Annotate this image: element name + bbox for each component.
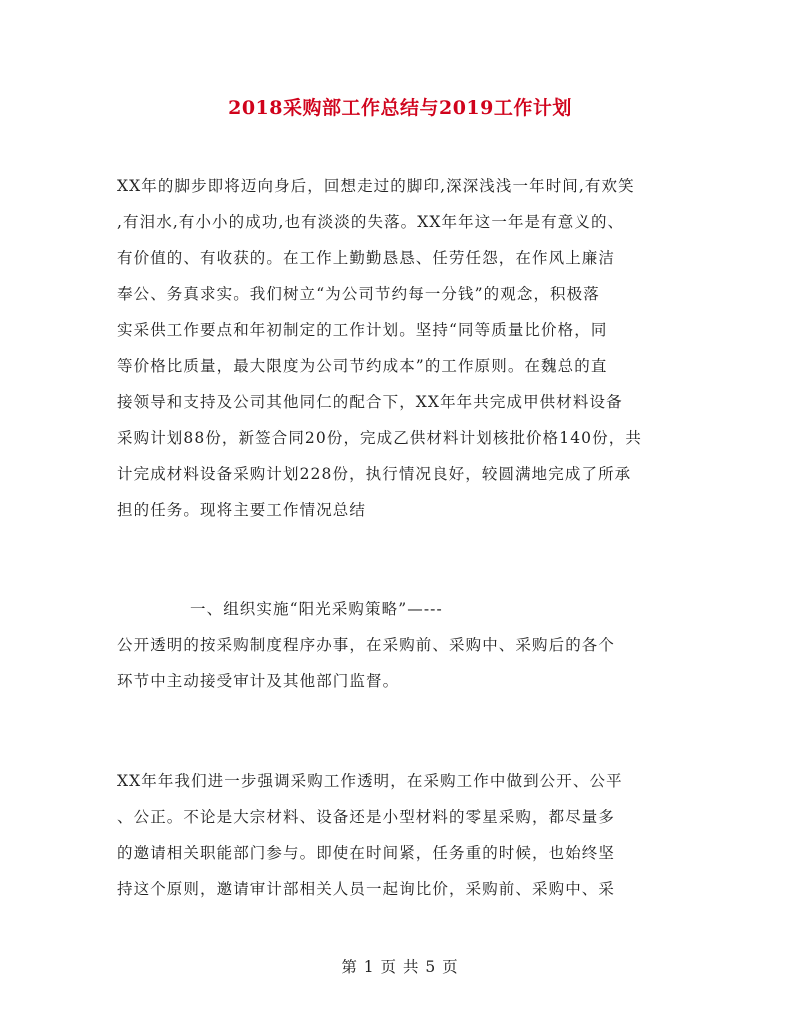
text-line: 等价格比质量，最大限度为公司节约成本”的工作原则。在魏总的直 <box>117 357 608 375</box>
paragraph-transparency <box>117 763 687 907</box>
text-line: 、公正。不论是大宗材料、设备还是小型材料的零星采购，都尽量多 <box>117 808 616 826</box>
text-line: 的邀请相关职能部门参与。即使在时间紧，任务重的时候，也始终坚 <box>117 844 616 862</box>
text-line: 采购计划88份，新签合同20份，完成乙供材料计划核批价格140份，共 <box>117 429 642 447</box>
text-line: 奉公、务真求实。我们树立“为公司节约每一分钱”的观念，积极落 <box>117 285 600 303</box>
text-line: ,有泪水,有小小的成功,也有淡淡的失落。XX年年这一年是有意义的、 <box>117 213 625 231</box>
text-line: XX年的脚步即将迈向身后，回想走过的脚印,深深浅浅一年时间,有欢笑 <box>117 177 635 195</box>
page-number-footer: 第 1 页 共 5 页 <box>341 958 459 976</box>
text-line: 公开透明的按采购制度程序办事，在采购前、采购中、采购后的各个 <box>117 636 616 654</box>
text-line: 计完成材料设备采购计划228份，执行情况良好，较圆满地完成了所承 <box>117 465 632 483</box>
section-heading: 一、组织实施“阳光采购策略”—--- <box>190 600 443 618</box>
text-line: 担的任务。现将主要工作情况总结 <box>117 501 367 519</box>
document-title: 2018采购部工作总结与2019工作计划 <box>228 97 572 119</box>
text-line: 实采供工作要点和年初制定的工作计划。坚持“同等质量比价格，同 <box>117 321 608 339</box>
text-line: 环节中主动接受审计及其他部门监督。 <box>117 672 400 690</box>
text-line: XX年年我们进一步强调采购工作透明，在采购工作中做到公开、公平 <box>117 772 623 790</box>
text-line: 持这个原则，邀请审计部相关人员一起询比价，采购前、采购中、采 <box>117 880 616 898</box>
text-line: 有价值的、有收获的。在工作上勤勤恳恳、任劳任怨，在作风上廉洁 <box>117 249 616 267</box>
paragraph-section1 <box>117 627 687 699</box>
text-line: 接领导和支持及公司其他同仁的配合下，XX年年共完成甲供材料设备 <box>117 393 623 411</box>
paragraph-intro <box>117 168 687 528</box>
